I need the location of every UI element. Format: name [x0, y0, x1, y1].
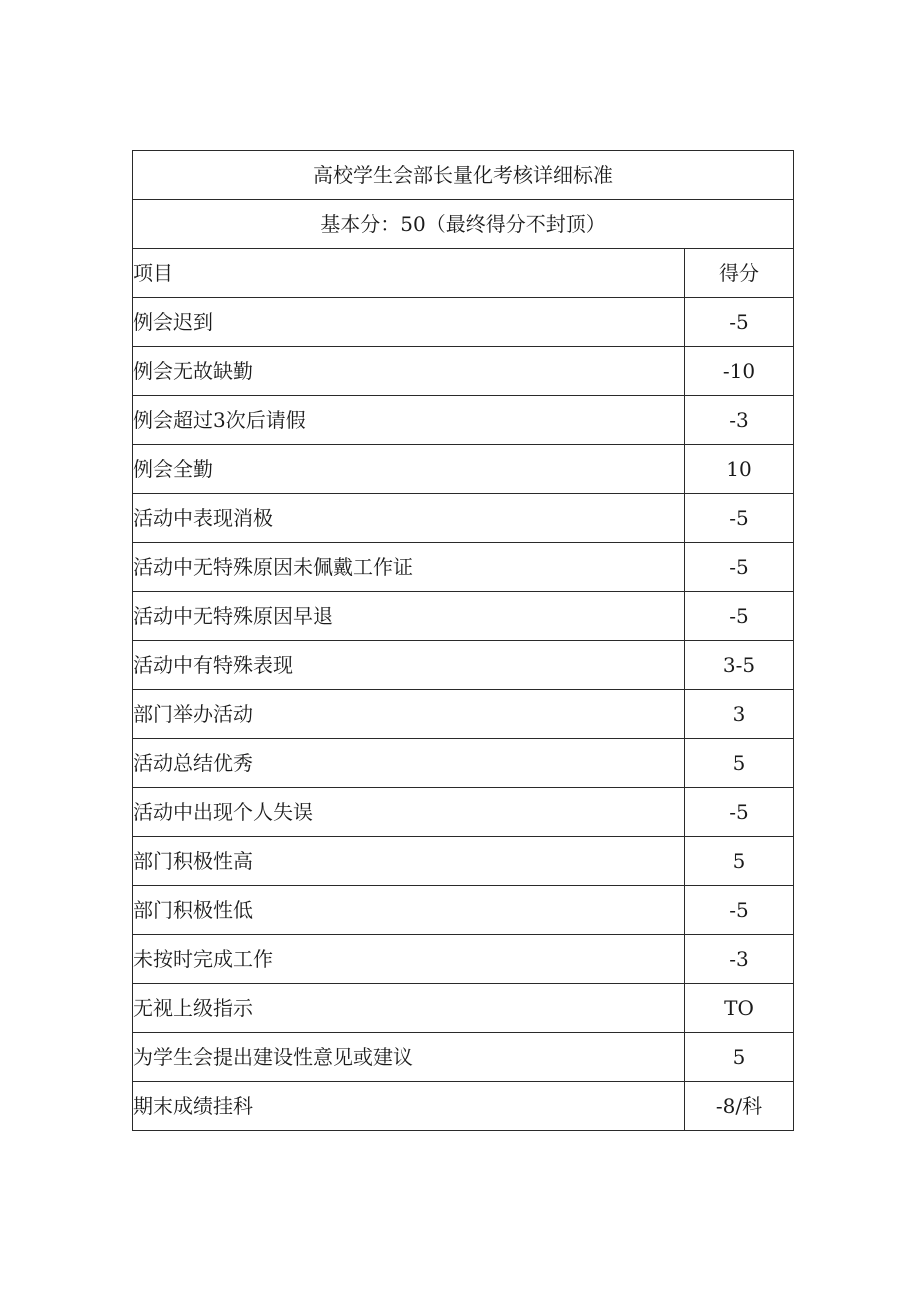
item-cell: 部门积极性低: [133, 886, 685, 935]
table-row: [133, 935, 794, 984]
item-cell: 例会迟到: [133, 298, 685, 347]
item-cell: 活动中无特殊原因未佩戴工作证: [133, 543, 685, 592]
table-row: [133, 1033, 794, 1082]
score-cell: -5: [685, 592, 794, 641]
score-cell: -10: [685, 347, 794, 396]
item-cell: 部门举办活动: [133, 690, 685, 739]
table-row: [133, 543, 794, 592]
score-cell: 10: [685, 445, 794, 494]
item-cell: 例会全勤: [133, 445, 685, 494]
score-standard-table: [132, 150, 794, 1131]
header-row: [133, 249, 794, 298]
score-cell: 5: [685, 837, 794, 886]
item-cell: 无视上级指示: [133, 984, 685, 1033]
table-row: [133, 1082, 794, 1131]
score-cell: TO: [685, 984, 794, 1033]
item-cell: 活动中有特殊表现: [133, 641, 685, 690]
item-cell: 活动中无特殊原因早退: [133, 592, 685, 641]
table-row: [133, 739, 794, 788]
item-cell: 期末成绩挂科: [133, 1082, 685, 1131]
table-row: [133, 445, 794, 494]
table-row: [133, 886, 794, 935]
item-cell: 活动中出现个人失误: [133, 788, 685, 837]
score-cell: 3: [685, 690, 794, 739]
table-row: [133, 347, 794, 396]
item-cell: 未按时完成工作: [133, 935, 685, 984]
title-row: [133, 151, 794, 200]
score-cell: 5: [685, 1033, 794, 1082]
score-cell: 3-5: [685, 641, 794, 690]
score-cell: -5: [685, 494, 794, 543]
table-row: [133, 396, 794, 445]
column-header-item: 项目: [133, 249, 685, 298]
table-row: [133, 298, 794, 347]
item-cell: 活动中表现消极: [133, 494, 685, 543]
score-cell: -3: [685, 396, 794, 445]
table-row: [133, 837, 794, 886]
column-header-score: 得分: [685, 249, 794, 298]
table-row: [133, 788, 794, 837]
score-cell: -5: [685, 886, 794, 935]
item-cell: 部门积极性高: [133, 837, 685, 886]
table-row: [133, 690, 794, 739]
base-score-note: 基本分：50（最终得分不封顶）: [133, 200, 794, 249]
table-row: [133, 984, 794, 1033]
item-cell: 为学生会提出建设性意见或建议: [133, 1033, 685, 1082]
score-cell: -8/科: [685, 1082, 794, 1131]
table-row: [133, 494, 794, 543]
item-cell: 例会超过3次后请假: [133, 396, 685, 445]
score-cell: 5: [685, 739, 794, 788]
score-cell: -5: [685, 298, 794, 347]
score-cell: -5: [685, 543, 794, 592]
score-cell: -3: [685, 935, 794, 984]
item-cell: 活动总结优秀: [133, 739, 685, 788]
table-row: [133, 641, 794, 690]
base-score-row: [133, 200, 794, 249]
item-cell: 例会无故缺勤: [133, 347, 685, 396]
score-cell: -5: [685, 788, 794, 837]
table-title: 高校学生会部长量化考核详细标准: [133, 151, 794, 200]
table-row: [133, 592, 794, 641]
